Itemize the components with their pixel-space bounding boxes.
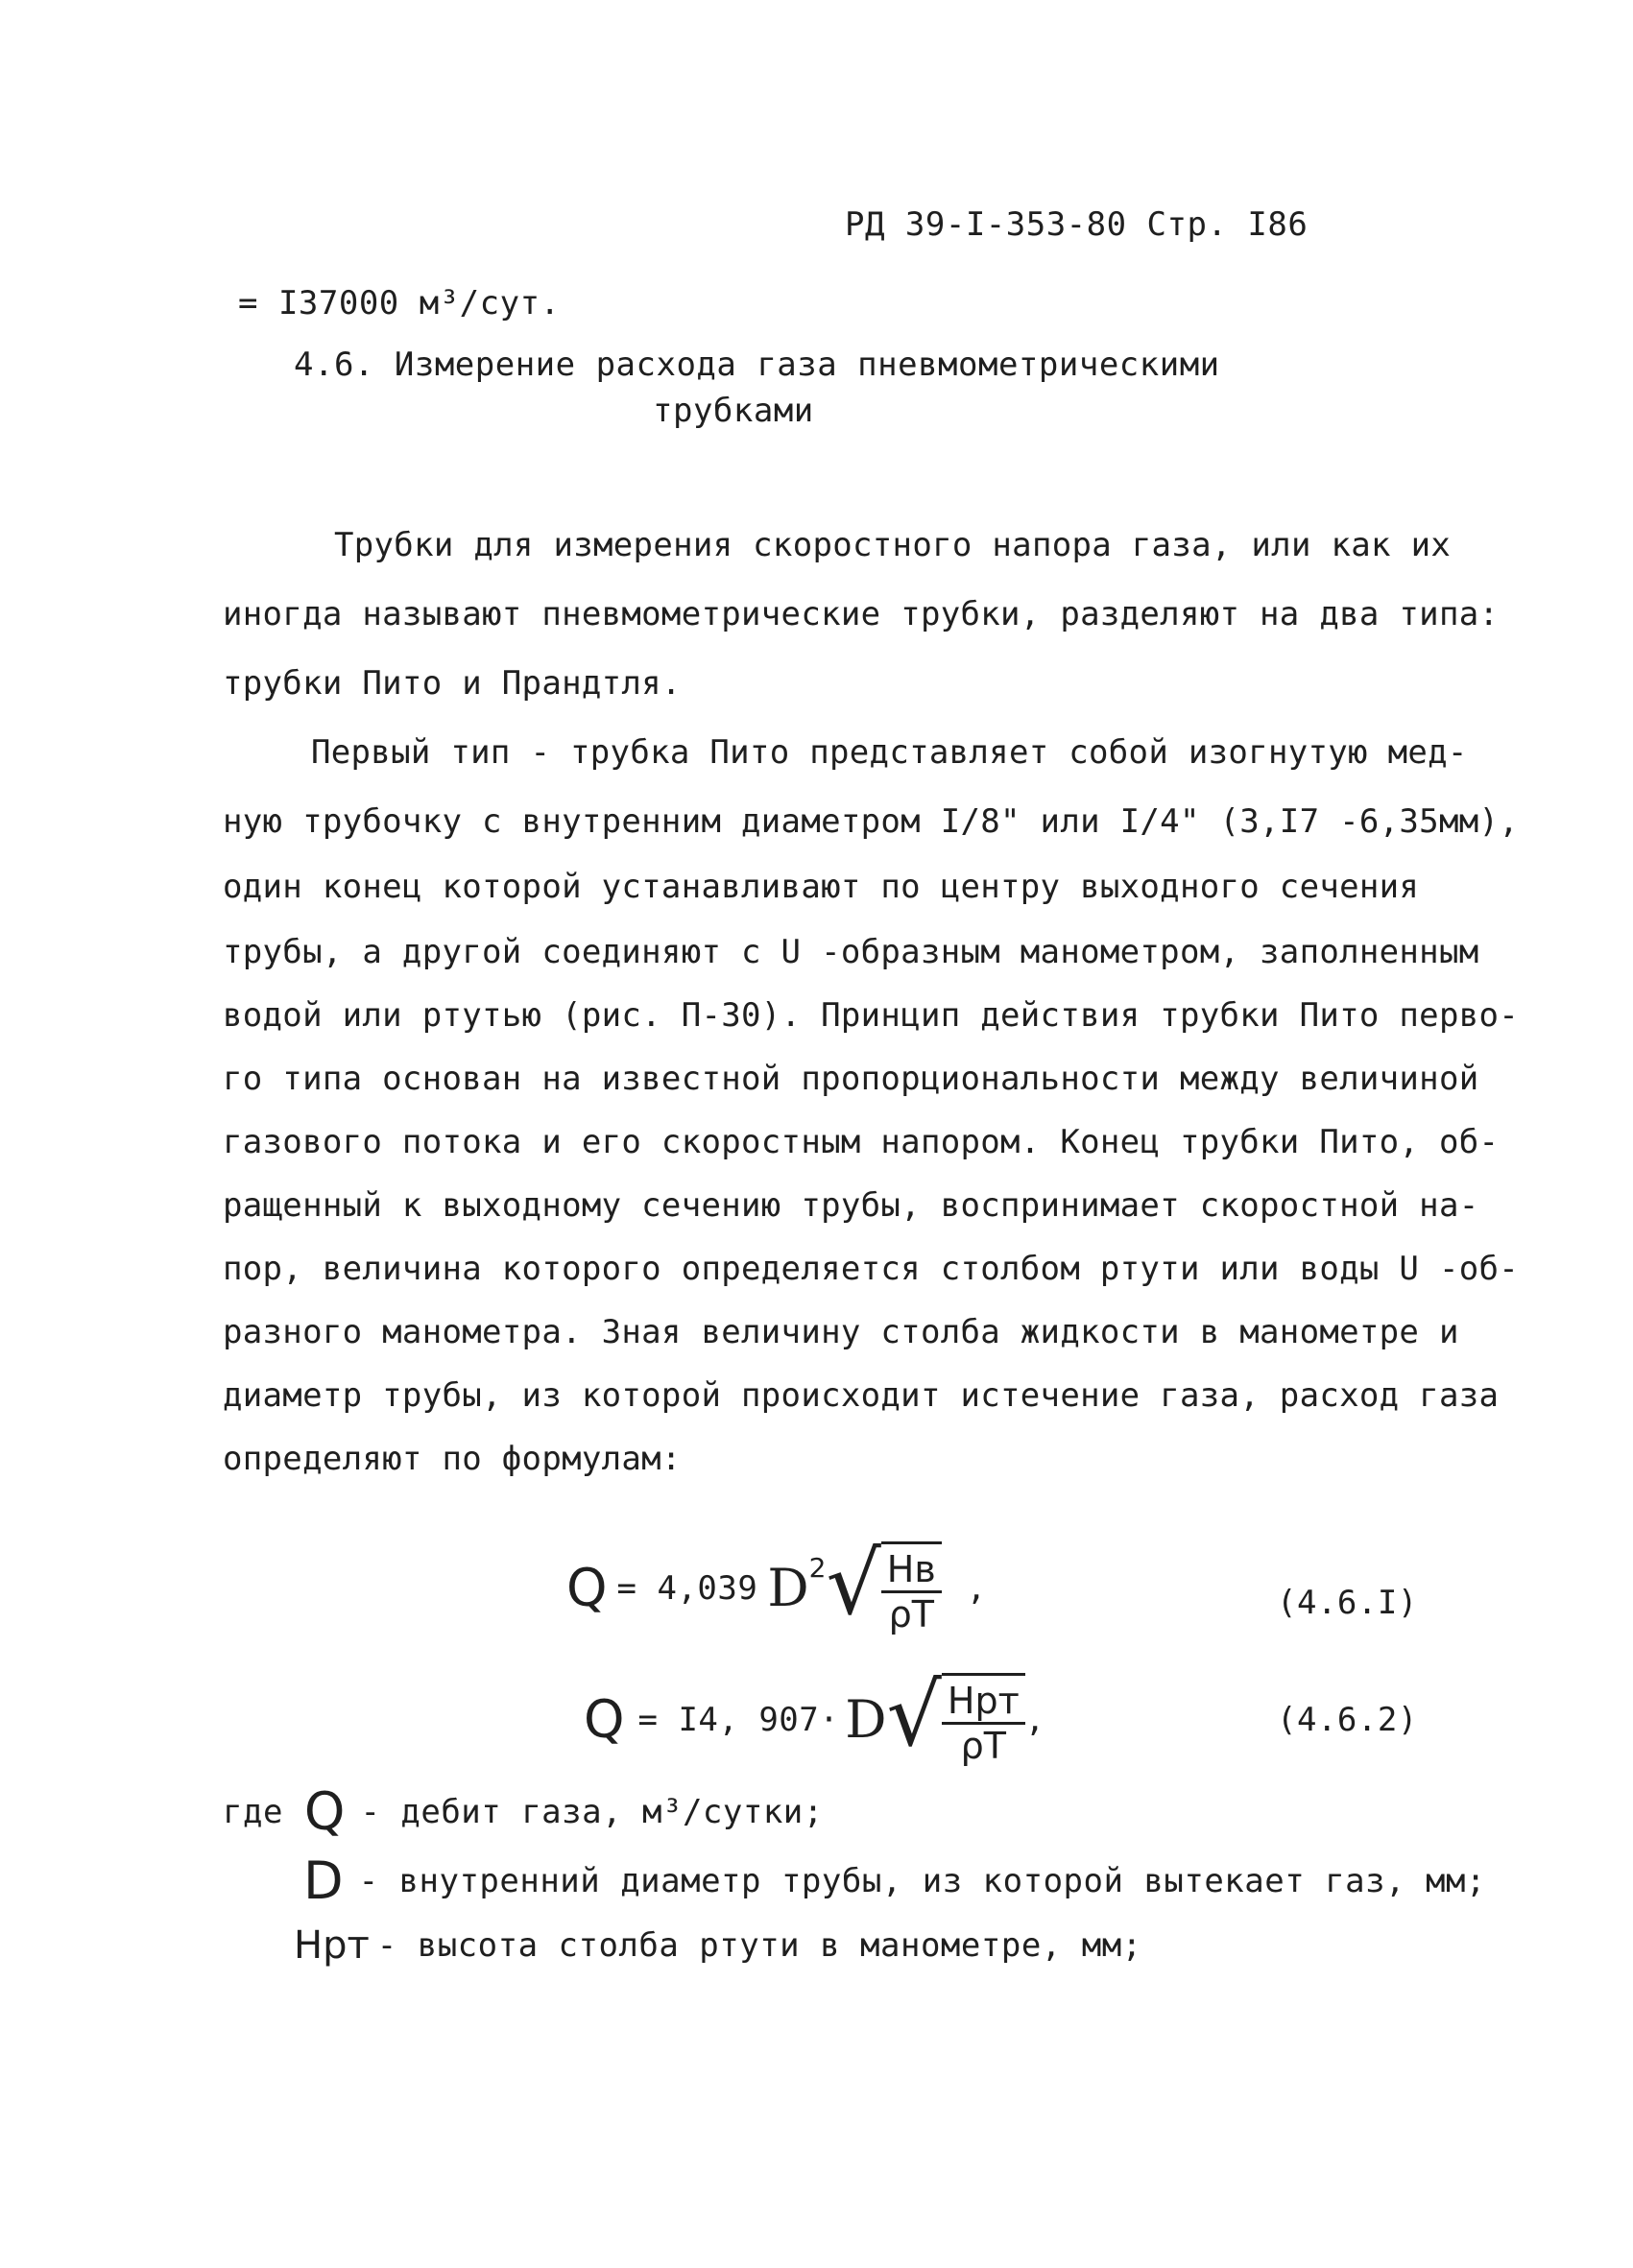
- formula-diameter: D: [845, 1689, 887, 1750]
- definition-text: - дебит газа, м³/сутки;: [360, 1793, 824, 1831]
- definition-text: - внутренний диаметр трубы, из которой вытекает газ, мм;: [358, 1862, 1486, 1900]
- formula-label: (4.6.I): [1277, 1584, 1418, 1622]
- formula-lhs: Q: [566, 1558, 608, 1618]
- body-line: пор, величина которого определяется столбом ртути или воды U -об-: [223, 1250, 1520, 1288]
- definition-text: - высота столба ртути в манометре, мм;: [376, 1926, 1142, 1965]
- document-reference: РД 39-I-353-80 Стр. I86: [845, 205, 1309, 244]
- definition-lead: где: [223, 1793, 283, 1831]
- formula-label: (4.6.2): [1277, 1701, 1418, 1739]
- body-line: разного манометра. Зная величину столба жидкости в манометре и: [223, 1313, 1459, 1351]
- formula-denominator: ρT: [960, 1725, 1006, 1767]
- body-line: диаметр трубы, из которой происходит истечение газа, расход газа: [223, 1376, 1500, 1415]
- formula-exponent: 2: [808, 1551, 827, 1584]
- body-line: ную трубочку с внутренним диаметром I/8" или I/4" (3,I7 -6,35мм),: [223, 802, 1520, 841]
- formula-trail: ,: [1024, 1701, 1045, 1739]
- formula-denominator: ρT: [888, 1593, 934, 1635]
- section-title-line1: Измерение расхода газа пневмометрическими: [394, 346, 1220, 384]
- body-line: ращенный к выходному сечению трубы, воспринимает скоростной на-: [223, 1186, 1479, 1225]
- formula-lhs: Q: [584, 1689, 625, 1750]
- body-line: водой или ртутью (рис. П-30). Принцип действия трубки Пито перво-: [223, 996, 1520, 1035]
- formula-diameter: D: [767, 1558, 809, 1618]
- sqrt-sign: √ $\frac{\text{Hрт}}{\rho T}$: [887, 1673, 1025, 1767]
- formula-numerator: Hв: [881, 1548, 942, 1593]
- body-line: Первый тип - трубка Пито представляет собой изогнутую мед-: [311, 733, 1468, 772]
- body-line: газового потока и его скоростным напором. Конец трубки Пито, об-: [223, 1123, 1500, 1161]
- section-title-line2: трубками: [653, 392, 814, 430]
- previous-result: = I37000 м³/сут.: [238, 284, 561, 322]
- section-number: 4.6.: [294, 346, 374, 384]
- formula-2: [584, 1653, 1045, 1787]
- body-line: го типа основан на известной пропорциональности между величиной: [223, 1060, 1479, 1098]
- body-line: Трубки для измерения скоростного напора газа, или как их: [334, 526, 1452, 564]
- definition-row: [303, 1852, 1486, 1910]
- body-line: один конец которой устанавливают по центру выходного сечения: [223, 868, 1420, 906]
- formula-1: [566, 1516, 987, 1660]
- formula-coefficient: = I4, 907·: [637, 1701, 840, 1739]
- definition-symbol: Q: [303, 1781, 346, 1842]
- definition-symbol: Hрт: [294, 1923, 370, 1968]
- body-line: трубы, а другой соединяют с U -образным манометром, заполненным: [223, 933, 1479, 971]
- definition-row: [223, 1783, 824, 1841]
- body-line: определяют по формулам:: [223, 1440, 682, 1478]
- formula-coefficient: = 4,039: [616, 1569, 758, 1608]
- definition-row: [294, 1923, 1142, 1968]
- section-heading: [294, 346, 1220, 384]
- body-line: трубки Пито и Прандтля.: [223, 664, 682, 703]
- formula-numerator: Hрт: [942, 1680, 1025, 1725]
- formula-trail: ,: [966, 1569, 987, 1608]
- body-line: иногда называют пневмометрические трубки, разделяют на два типа:: [223, 595, 1500, 633]
- sqrt-sign: √ $\frac{Hв}{\rho T}$: [826, 1541, 941, 1635]
- definition-symbol: D: [303, 1850, 344, 1911]
